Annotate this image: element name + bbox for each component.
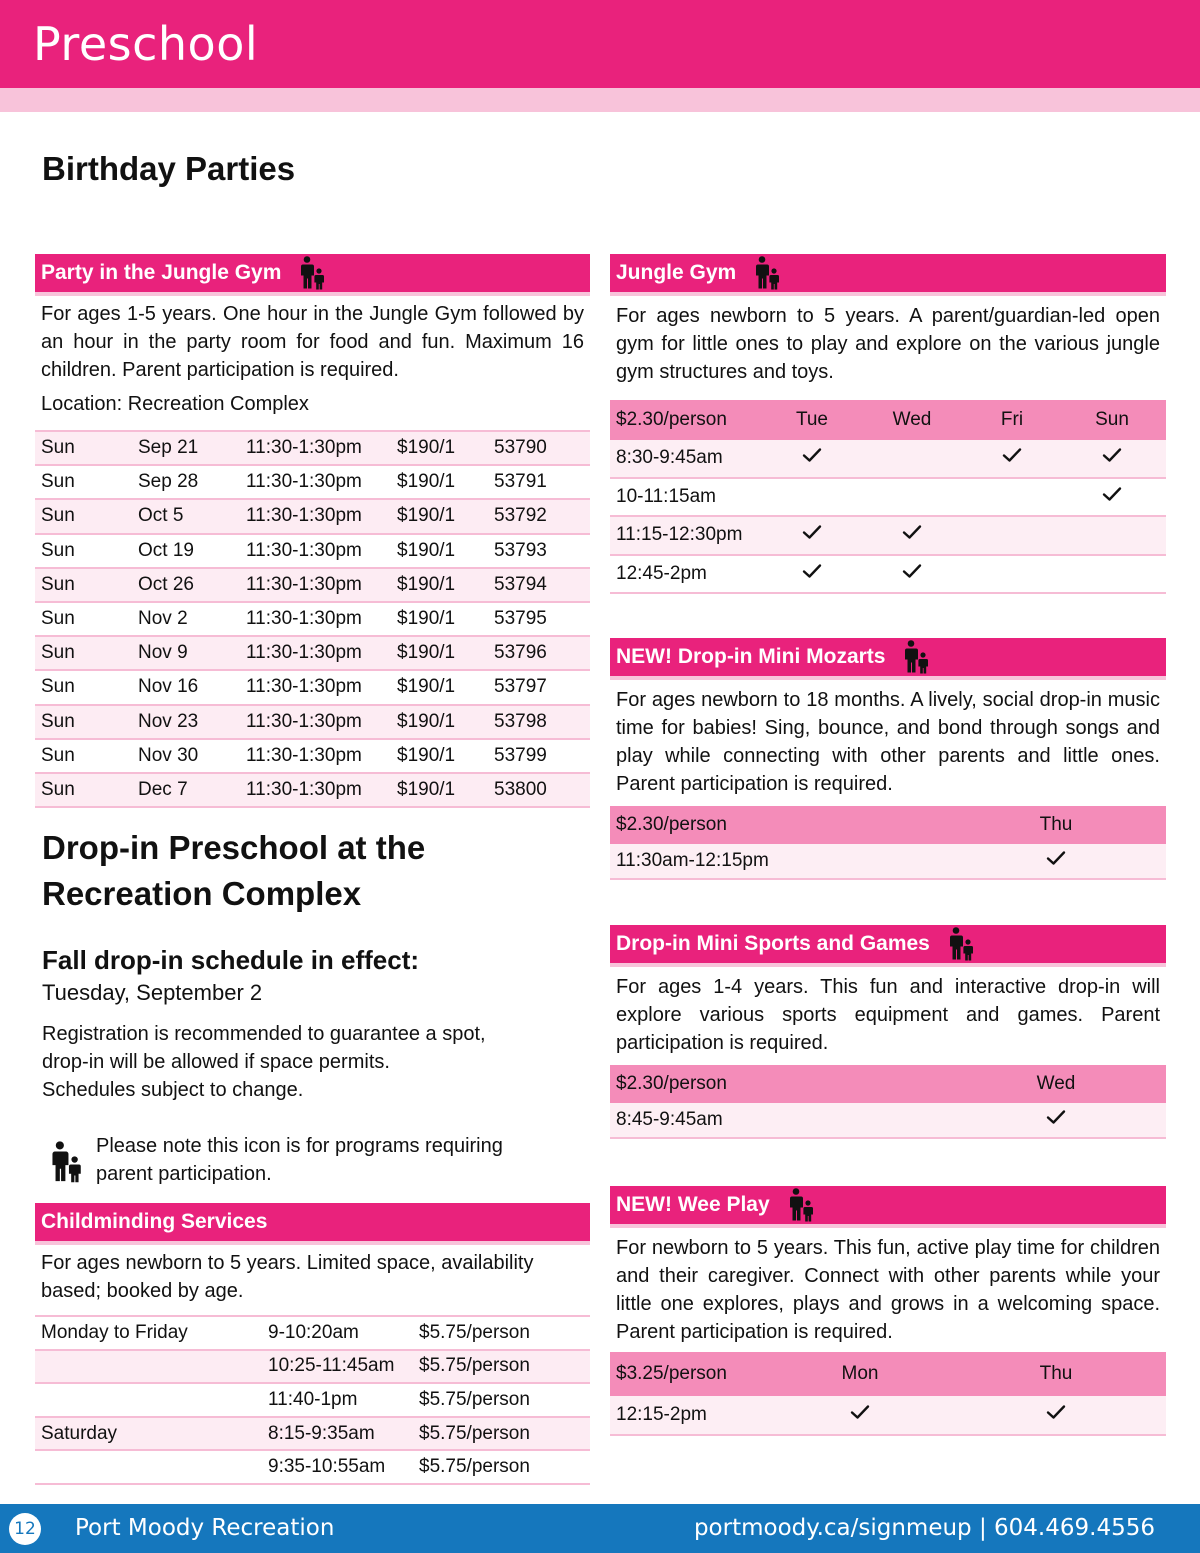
jungle_gym-time: 10-11:15am (616, 485, 716, 507)
registration-note (42, 1020, 486, 1104)
check-cell (958, 1404, 1154, 1426)
childminding-time: 8:15-9:35am (268, 1422, 375, 1444)
party-jungle-gym-title: Party in the Jungle Gym (41, 261, 282, 284)
check-cell (862, 524, 962, 546)
childminding-title: Childminding Services (41, 1210, 268, 1233)
session-code: 53794 (494, 573, 547, 595)
mini_mozarts-description: For ages newborn to 18 months. A lively, social drop-in music time for babies! Sing, bounce, and bond through songs and play while connecting with other parents and little ones. Parent participation is required. (616, 689, 1160, 795)
checkmark-icon (850, 1404, 870, 1420)
wee_play-price: $3.25/person (616, 1363, 727, 1384)
header-band (0, 88, 1200, 112)
table-row (35, 535, 590, 569)
session-price: $190/1 (397, 778, 456, 800)
jungle_gym-time: 11:15-12:30pm (616, 524, 743, 546)
mini_sports-title: Drop-in Mini Sports and Games (616, 932, 930, 955)
session-day: Sun (41, 642, 75, 664)
icon-note-line2: parent participation. (96, 1163, 272, 1185)
table-row (610, 440, 1166, 479)
checkmark-icon (1102, 486, 1122, 502)
icon-note (96, 1132, 503, 1188)
page-number: 12 (9, 1513, 41, 1545)
session-time: 11:30-1:30pm (246, 437, 362, 459)
check-cell (1006, 1109, 1106, 1131)
day-column-header: Sun (1095, 409, 1129, 430)
session-price: $190/1 (397, 744, 456, 766)
jungle_gym-time: 12:45-2pm (616, 562, 707, 584)
checkmark-icon (1046, 850, 1066, 866)
table-row (35, 1451, 590, 1485)
session-price: $190/1 (397, 676, 456, 698)
session-price: $190/1 (397, 471, 456, 493)
session-price: $190/1 (397, 437, 456, 459)
session-code: 53795 (494, 608, 547, 630)
session-time: 11:30-1:30pm (246, 710, 362, 732)
table-row (35, 569, 590, 603)
check-cell (1006, 850, 1106, 872)
mini_mozarts-title: NEW! Drop-in Mini Mozarts (616, 645, 886, 668)
mini_sports-description: For ages 1-4 years. This fun and interactive drop-in will explore various sports equipment and games. Parent participation is required. (616, 976, 1160, 1054)
mini-sports-section (610, 925, 1166, 1139)
day-column-header: Thu (1039, 1363, 1073, 1384)
family-icon (299, 256, 325, 290)
mini_sports-table-header (610, 1065, 1166, 1103)
table-row (35, 1418, 590, 1452)
day-column-header: Tue (795, 409, 829, 430)
jungle_gym-description: For ages newborn to 5 years. A parent/guardian-led open gym for little ones to play and explore on the various jungle gym structures and toys. (616, 305, 1160, 383)
wee_play-header (610, 1186, 1166, 1228)
registration-note-line1: Registration is recommended to guarantee a spot, (42, 1023, 486, 1045)
session-date: Nov 2 (138, 608, 188, 630)
wee_play-time: 12:15-2pm (616, 1404, 707, 1425)
session-price: $190/1 (397, 642, 456, 664)
session-date: Dec 7 (138, 778, 188, 800)
session-day: Sun (41, 573, 75, 595)
table-row (35, 740, 590, 774)
session-day: Sun (41, 471, 75, 493)
checkmark-icon (802, 524, 822, 540)
jungle-gym-section (610, 254, 1166, 594)
session-code: 53793 (494, 539, 547, 561)
childminding-price: $5.75/person (419, 1422, 530, 1444)
childminding-price: $5.75/person (419, 1456, 530, 1478)
session-code: 53797 (494, 676, 547, 698)
session-price: $190/1 (397, 710, 456, 732)
day-column-header: Thu (1039, 814, 1073, 835)
table-row (35, 706, 590, 740)
wee_play-description: For newborn to 5 years. This fun, active play time for children and their caregiver. Connect with other parents while your little one explores, plays and grows in a welcoming space. Parent participation is required. (616, 1237, 1160, 1343)
session-date: Nov 23 (138, 710, 199, 732)
session-date: Sep 28 (138, 471, 199, 493)
table-row (35, 637, 590, 671)
check-cell (762, 447, 862, 469)
mini_sports-header (610, 925, 1166, 967)
session-time: 11:30-1:30pm (246, 471, 362, 493)
table-row (35, 500, 590, 534)
dropin-preschool-heading-line2: Recreation Complex (42, 875, 362, 912)
childminding-price: $5.75/person (419, 1321, 530, 1343)
session-time: 11:30-1:30pm (246, 539, 362, 561)
session-code: 53790 (494, 437, 547, 459)
childminding-day: Saturday (41, 1422, 118, 1444)
mini_mozarts-table-header (610, 806, 1166, 844)
session-time: 11:30-1:30pm (246, 744, 362, 766)
mini_mozarts-time: 11:30am-12:15pm (616, 850, 769, 871)
table-row (35, 774, 590, 808)
session-day: Sun (41, 437, 75, 459)
session-code: 53799 (494, 744, 547, 766)
session-day: Sun (41, 710, 75, 732)
session-day: Sun (41, 539, 75, 561)
session-price: $190/1 (397, 539, 456, 561)
wee_play-title: NEW! Wee Play (616, 1193, 770, 1216)
session-time: 11:30-1:30pm (246, 778, 362, 800)
session-date: Nov 9 (138, 642, 188, 664)
fall-schedule-date: Tuesday, September 2 (42, 980, 263, 1005)
session-day: Sun (41, 676, 75, 698)
mini_mozarts-price: $2.30/person (616, 814, 727, 835)
checkmark-icon (902, 524, 922, 540)
table-row (35, 1317, 590, 1351)
session-day: Sun (41, 608, 75, 630)
birthday-parties-heading: Birthday Parties (42, 150, 296, 187)
session-date: Sep 21 (138, 437, 199, 459)
childminding-day: Monday to Friday (41, 1321, 188, 1343)
footer-contact-link[interactable]: portmoody.ca/signmeup | 604.469.4556 (693, 1515, 1155, 1541)
registration-note-line3: Schedules subject to change. (42, 1079, 304, 1101)
session-price: $190/1 (397, 573, 456, 595)
jungle_gym-time: 8:30-9:45am (616, 447, 723, 469)
session-time: 11:30-1:30pm (246, 608, 362, 630)
session-time: 11:30-1:30pm (246, 573, 362, 595)
check-cell (762, 524, 862, 546)
checkmark-icon (802, 447, 822, 463)
table-row (35, 466, 590, 500)
checkmark-icon (1046, 1404, 1066, 1420)
table-row (610, 479, 1166, 518)
jungle_gym-header (610, 254, 1166, 296)
party-jungle-gym-description: For ages 1-5 years. One hour in the Jungle Gym followed by an hour in the party room for food and fun. Maximum 16 children. Parent participation is required. (41, 303, 584, 381)
session-time: 11:30-1:30pm (246, 642, 362, 664)
checkmark-icon (1046, 1109, 1066, 1125)
childminding-header (35, 1203, 590, 1245)
session-time: 11:30-1:30pm (246, 505, 362, 527)
table-row (610, 556, 1166, 595)
family-icon (903, 640, 929, 674)
registration-note-line2: drop-in will be allowed if space permits. (42, 1051, 390, 1073)
session-date: Oct 26 (138, 573, 194, 595)
page-title: Preschool (33, 17, 259, 71)
childminding-description: For ages newborn to 5 years. Limited space, availability based; booked by age. (41, 1252, 534, 1302)
session-code: 53800 (494, 778, 547, 800)
footer-organization: Port Moody Recreation (75, 1515, 335, 1541)
session-code: 53792 (494, 505, 547, 527)
table-row (35, 603, 590, 637)
day-column-header: Wed (892, 409, 932, 430)
session-price: $190/1 (397, 505, 456, 527)
day-column-header: Fri (1000, 409, 1024, 430)
childminding-price: $5.75/person (419, 1355, 530, 1377)
session-code: 53798 (494, 710, 547, 732)
session-date: Oct 5 (138, 505, 184, 527)
party-jungle-gym-section (35, 254, 590, 808)
wee_play-table-header (610, 1352, 1166, 1396)
session-day: Sun (41, 744, 75, 766)
party-sessions-table (35, 430, 590, 808)
jungle_gym-price: $2.30/person (616, 409, 727, 430)
dropin-preschool-heading-line1: Drop-in Preschool at the (42, 829, 426, 866)
jungle_gym-table-header (610, 400, 1166, 440)
check-cell (762, 1404, 958, 1426)
wee-play-section (610, 1186, 1166, 1436)
session-code: 53791 (494, 471, 547, 493)
family-icon (754, 256, 780, 290)
childminding-section (35, 1203, 590, 1485)
childminding-time: 10:25-11:45am (268, 1355, 395, 1377)
family-icon (50, 1141, 82, 1183)
table-row (610, 517, 1166, 556)
table-row (35, 671, 590, 705)
table-row (610, 844, 1166, 880)
session-day: Sun (41, 778, 75, 800)
table-row (35, 432, 590, 466)
party-jungle-gym-header (35, 254, 590, 296)
jungle_gym-title: Jungle Gym (616, 261, 737, 284)
check-cell (862, 563, 962, 585)
check-cell (1062, 486, 1162, 508)
childminding-table (35, 1315, 590, 1485)
session-time: 11:30-1:30pm (246, 676, 362, 698)
checkmark-icon (1102, 447, 1122, 463)
day-column-header: Mon (841, 1363, 879, 1384)
checkmark-icon (1002, 447, 1022, 463)
mini-mozarts-section (610, 638, 1166, 880)
childminding-price: $5.75/person (419, 1388, 530, 1410)
session-date: Oct 19 (138, 539, 194, 561)
mini_sports-price: $2.30/person (616, 1073, 727, 1094)
childminding-time: 11:40-1pm (268, 1388, 358, 1410)
mini_sports-time: 8:45-9:45am (616, 1109, 723, 1130)
session-price: $190/1 (397, 608, 456, 630)
table-row (35, 1384, 590, 1418)
family-icon (948, 927, 974, 961)
check-cell (762, 563, 862, 585)
childminding-time: 9-10:20am (268, 1321, 359, 1343)
checkmark-icon (802, 563, 822, 579)
icon-note-line1: Please note this icon is for programs requiring (96, 1135, 503, 1157)
day-column-header: Wed (1036, 1073, 1076, 1094)
checkmark-icon (902, 563, 922, 579)
check-cell (1062, 447, 1162, 469)
mini_mozarts-header (610, 638, 1166, 680)
check-cell (962, 447, 1062, 469)
childminding-time: 9:35-10:55am (268, 1456, 386, 1478)
session-date: Nov 16 (138, 676, 199, 698)
fall-schedule-heading: Fall drop-in schedule in effect: (42, 945, 420, 975)
table-row (610, 1396, 1166, 1436)
party-location: Location: Recreation Complex (41, 393, 309, 415)
family-icon (788, 1188, 814, 1222)
session-day: Sun (41, 505, 75, 527)
session-code: 53796 (494, 642, 547, 664)
session-date: Nov 30 (138, 744, 199, 766)
table-row (610, 1103, 1166, 1139)
table-row (35, 1351, 590, 1385)
